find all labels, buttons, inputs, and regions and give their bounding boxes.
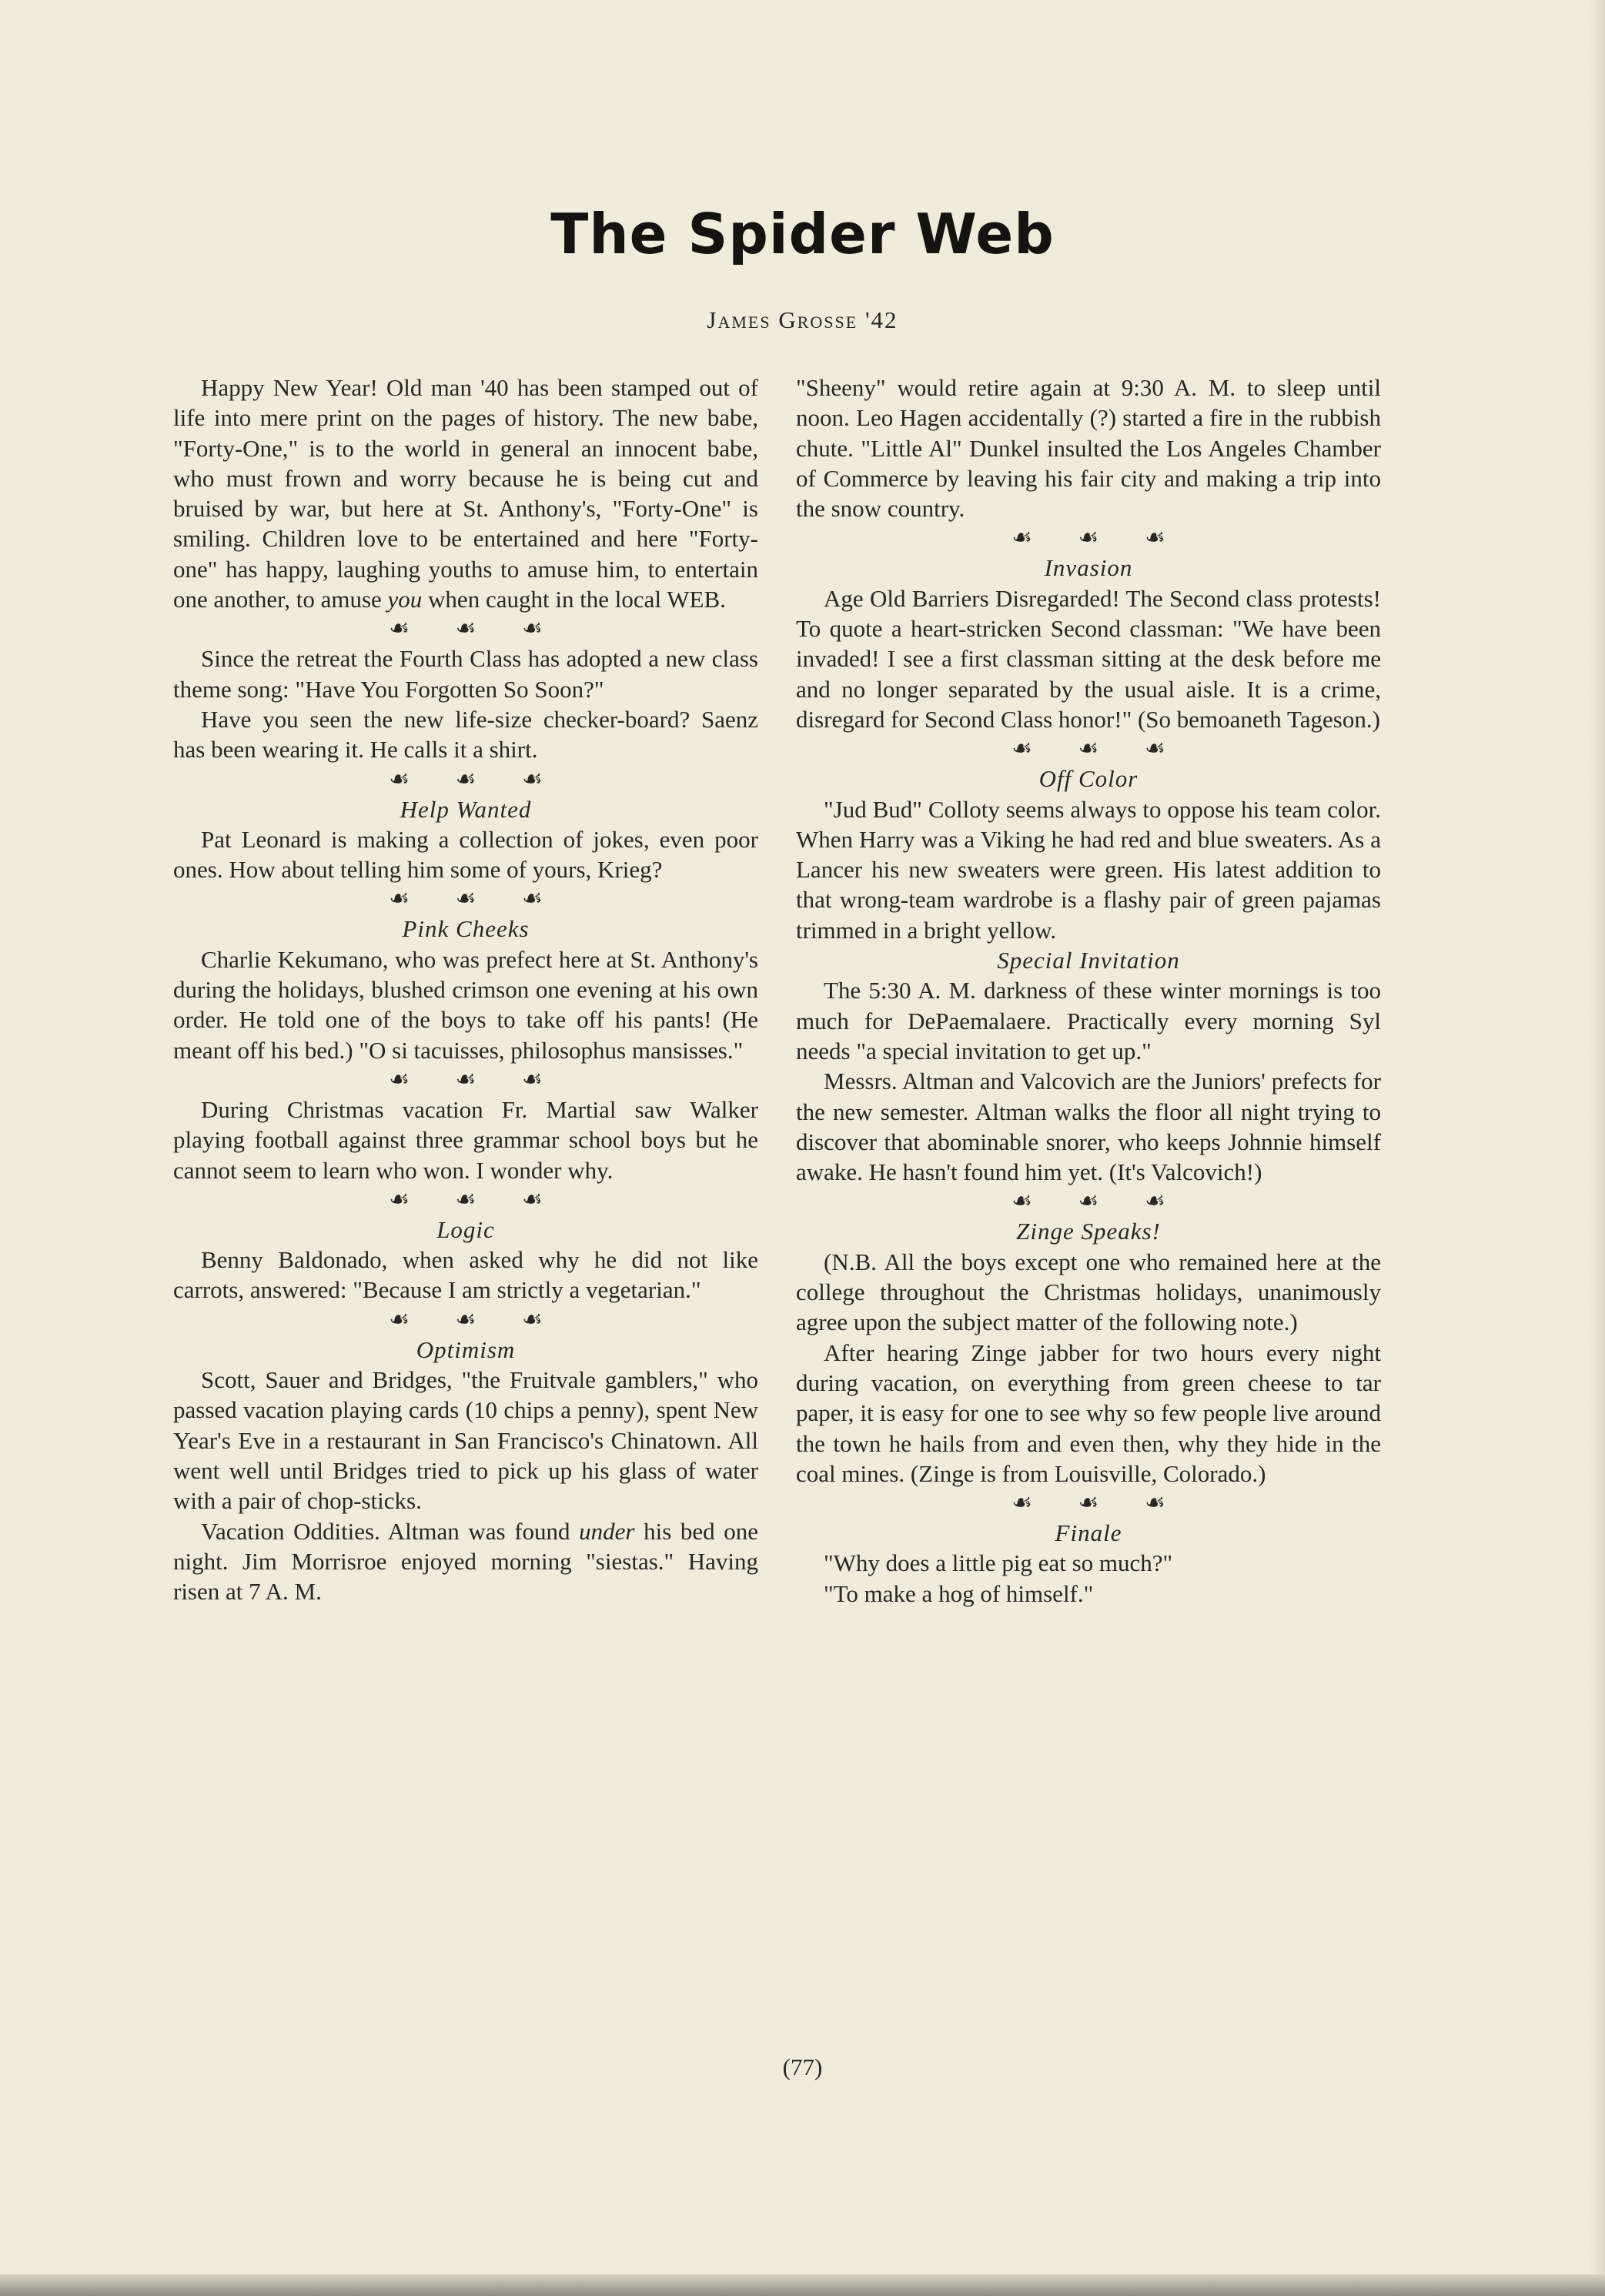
paragraph-invasion: Age Old Barriers Disregarded! The Second class protests! To quote a heart-stricken Second classman: "We have been invaded! I see a first classman sitting at the desk before me and no longer separated by the usual aisle. It is a crime, disregard for Second Class honor!" (So bemoaneth Tageson.) — [796, 584, 1381, 733]
page-title: The Spider Web — [550, 202, 1055, 266]
paragraph-off-color: "Jud Bud" Colloty seems always to oppose his team color. When Harry was a Viking he had red and blue sweaters. As a Lancer his new sweaters were green. His latest addition to that wrong-team wardrobe is a flashy pair of green pajamas trimmed in a bright yellow. — [796, 795, 1381, 944]
paragraph-nb-note: (N.B. All the boys except one who remained here at the college throughout the Christmas holidays, unanimously agree upon the subject matter of the following note.) — [796, 1248, 1381, 1336]
page-number: (77) — [782, 2054, 823, 2080]
paragraph-finale-question: "Why does a little pig eat so much?" — [824, 1549, 1173, 1577]
paragraph-continued: "Sheeny" would retire again at 9:30 A. M. to sleep until noon. Leo Hagen accidentally (?) started a fire in the rubbish chute. "Little Al" Dunkel insulted the Los Angeles Chamber of Commerce by leaving his fair city and making a trip into the snow country. — [796, 374, 1381, 523]
ornament-divider: ☙ ☙ ☙ — [1011, 525, 1185, 551]
section-heading-zinge-speaks: Zinge Speaks! — [1016, 1218, 1161, 1245]
page-edge-shade — [1590, 0, 1605, 2296]
ornament-divider: ☙ ☙ ☙ — [389, 1066, 563, 1092]
section-heading-off-color: Off Color — [1038, 765, 1139, 793]
left-column — [173, 373, 758, 1606]
section-heading-special-invitation: Special Invitation — [997, 947, 1180, 974]
ornament-divider: ☙ ☙ ☙ — [1011, 1490, 1185, 1516]
paragraph-intro: Happy New Year! Old man '40 has been stamped out of life into mere print on the pages of history. The new babe, "Forty-One," is to the world in general an innocent babe, who must frown and worry because he is being cut and bruised by war, but here at St. Anthony's, "Forty-One" is smiling. Children love to be entertained and here "Forty-one" has happy, laughing youths to amuse him, to entertain one another, to amuse you when caught in the local WEB. — [173, 374, 758, 613]
section-heading-pink-cheeks: Pink Cheeks — [402, 915, 530, 943]
paragraph-pink-cheeks: Charlie Kekumano, who was prefect here at St. Anthony's during the holidays, blushed crimson one evening at his own order. He told one of the boys to take off his pants! (He meant off his bed.) "O si tacuisses, philosophus mansisses." — [173, 945, 758, 1064]
paragraph-vacation-oddities: Vacation Oddities. Altman was found under his bed one night. Jim Morrisroe enjoyed morning "siestas." Having risen at 7 A. M. — [173, 1517, 759, 1606]
paragraph-help-wanted: Pat Leonard is making a collection of jokes, even poor ones. How about telling him some of yours, Krieg? — [173, 825, 758, 884]
ornament-divider: ☙ ☙ ☙ — [1011, 736, 1185, 762]
paragraph-zinge: After hearing Zinge jabber for two hours every night during vacation, on everything from green cheese to tar paper, it is easy for one to see why so few people live around the town he hails from and even then, why they hide in the coal mines. (Zinge is from Louisville, Colorado.) — [796, 1338, 1381, 1487]
paragraph-christmas-vacation: During Christmas vacation Fr. Martial saw Walker playing football against three grammar school boys but he cannot seem to learn who won. I wonder why. — [173, 1095, 758, 1184]
paragraph-special-invitation: The 5:30 A. M. darkness of these winter mornings is too much for DePaemalaere. Practically every morning Syl needs "a special invitation to get up." — [796, 977, 1381, 1064]
ornament-divider: ☙ ☙ ☙ — [389, 1186, 563, 1212]
ornament-divider: ☙ ☙ ☙ — [389, 1306, 563, 1332]
section-heading-help-wanted: Help Wanted — [400, 795, 532, 823]
paragraph-optimism: Scott, Sauer and Bridges, "the Fruitvale gamblers," who passed vacation playing cards (10 chips a penny), spent New Year's Eve in a restaurant in San Francisco's Chinatown. All went well until Bridges tried to pick up his glass of water with a pair of chop-sticks. — [173, 1366, 758, 1515]
ornament-divider: ☙ ☙ ☙ — [389, 616, 563, 642]
section-heading-optimism: Optimism — [416, 1335, 516, 1363]
paragraph-finale-answer: "To make a hog of himself." — [824, 1579, 1094, 1607]
paragraph-logic: Benny Baldonado, when asked why he did not like carrots, answered: "Because I am strictly a vegetarian." — [173, 1246, 758, 1304]
ornament-divider: ☙ ☙ ☙ — [1011, 1188, 1185, 1215]
paragraph-fourth-class: Since the retreat the Fourth Class has adopted a new class theme song: "Have You Forgotten So Soon?" — [173, 645, 758, 703]
section-heading-logic: Logic — [436, 1215, 495, 1243]
ornament-divider: ☙ ☙ ☙ — [389, 886, 563, 912]
section-heading-finale: Finale — [1055, 1519, 1122, 1547]
author-byline: James Grosse '42 — [707, 306, 898, 333]
section-heading-invasion: Invasion — [1044, 554, 1133, 582]
right-column — [796, 373, 1381, 1609]
paragraph-prefects: Messrs. Altman and Valcovich are the Juniors' prefects for the new semester. Altman walks the floor all night trying to discover that abominable snorer, who keeps Johnnie himself awake. He hasn't found him yet. (It's Valcovich!) — [796, 1068, 1381, 1186]
ornament-divider: ☙ ☙ ☙ — [389, 766, 563, 792]
paragraph-checkerboard: Have you seen the new life-size checker-board? Saenz has been wearing it. He calls it a shirt. — [173, 705, 758, 764]
page-bottom-edge — [0, 2274, 1605, 2296]
